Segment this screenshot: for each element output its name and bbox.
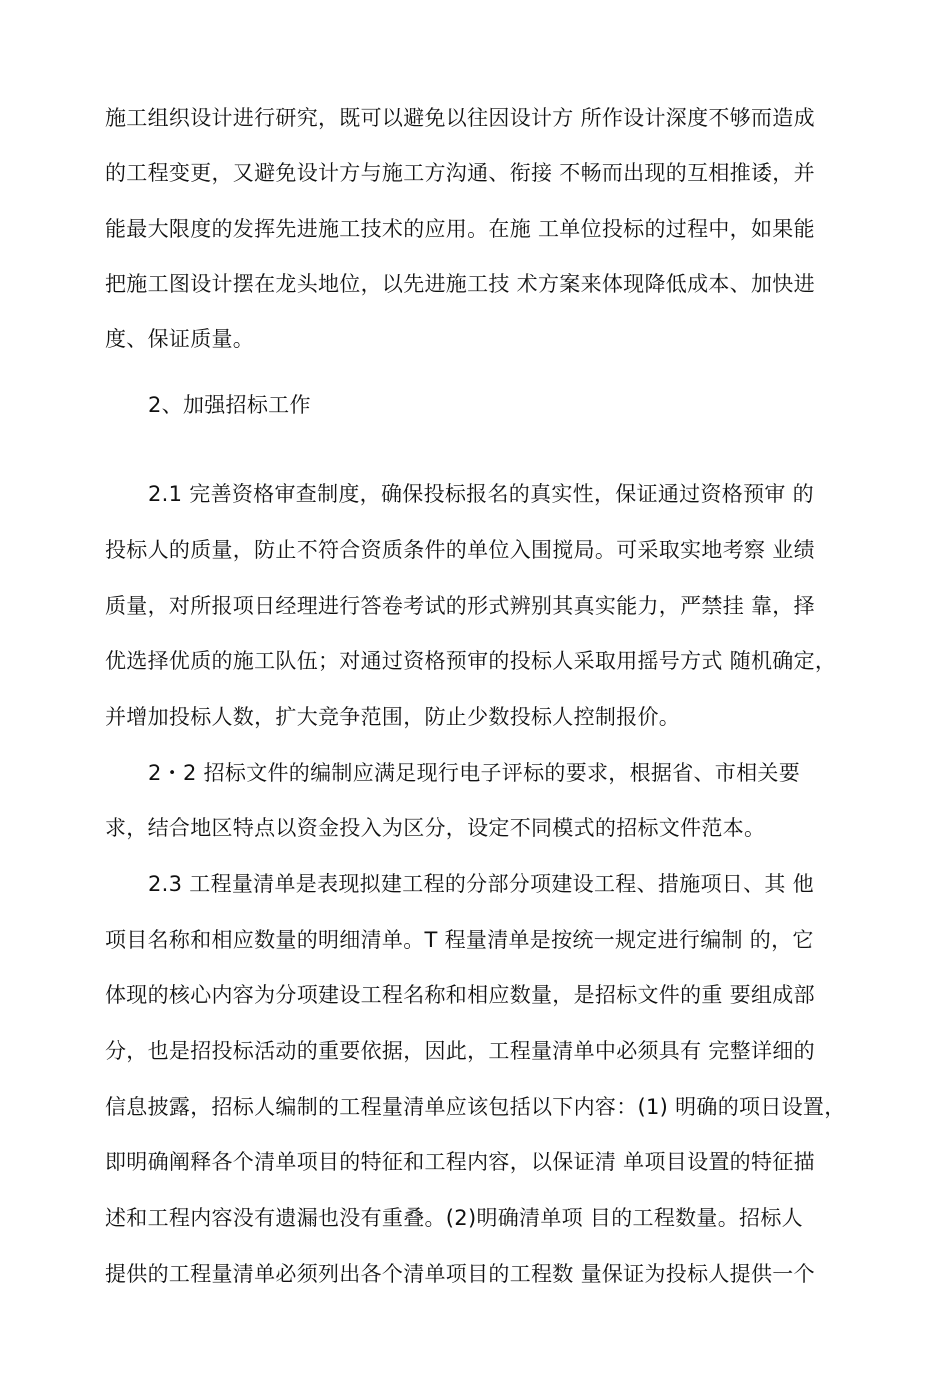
text-line: 优选择优质的施工队伍；对通过资格预审的投标人采取用摇号方式 随机确定， — [105, 649, 837, 673]
text-line: 度、保证质量。 — [105, 327, 255, 351]
text-line: 的工程变更，又避免设计方与施工方沟通、衔接 不畅而出现的互相推诿，并 — [105, 161, 815, 185]
text-line: 项目名称和相应数量的明细清单。T 程量清单是按统一规定进行编制 的，它 — [105, 928, 814, 952]
text-line: 述和工程内容没有遗漏也没有重叠。(2)明确清单项 目的工程数量。招标人 — [105, 1206, 803, 1230]
text-line: 即明确阐释各个清单项目的特征和工程内容，以保证清 单项目设置的特征描 — [105, 1150, 815, 1174]
text-line: 分，也是招投标活动的重要依据，因此，工程量清单中必须具有 完整详细的 — [105, 1039, 815, 1063]
text-line: 施工组织设计进行研究，既可以避免以往因设计方 所作设计深度不够而造成 — [105, 106, 815, 130]
text-line: 把施工图设计摆在龙头地位，以先进施工技 术方案来体现降低成本、加快进 — [105, 272, 815, 296]
text-line: 2.1 完善资格审查制度，确保投标报名的真实性，保证通过资格预审 的 — [148, 482, 814, 506]
text-line: 投标人的质量，防止不符合资质条件的单位入围搅局。可采取实地考察 业绩 — [105, 538, 815, 562]
text-line: 提供的工程量清单必须列出各个清单项目的工程数 量保证为投标人提供一个 — [105, 1262, 815, 1286]
section-heading: 2、加强招标工作 — [148, 393, 311, 417]
text-line: 求，结合地区特点以资金投入为区分，设定不同模式的招标文件范本。 — [105, 816, 766, 840]
text-line: 信息披露，招标人编制的工程量清单应该包括以下内容：(1) 明确的项日设置， — [105, 1095, 846, 1119]
text-line: 并增加投标人数，扩大竞争范围，防止少数投标人控制报价。 — [105, 705, 681, 729]
text-line: 能最大限度的发挥先进施工技术的应用。在施 工单位投标的过程中，如果能 — [105, 217, 815, 241]
text-line: 2・2 招标文件的编制应满足现行电子评标的要求，根据省、市相关要 — [148, 761, 800, 785]
text-line: 质量，对所报项日经理进行答卷考试的形式辨别其真实能力，严禁挂 靠，择 — [105, 594, 815, 618]
text-line: 2.3 工程量清单是表现拟建工程的分部分项建设工程、措施项日、其 他 — [148, 872, 814, 896]
text-line: 体现的核心内容为分项建设工程名称和相应数量，是招标文件的重 要组成部 — [105, 983, 815, 1007]
